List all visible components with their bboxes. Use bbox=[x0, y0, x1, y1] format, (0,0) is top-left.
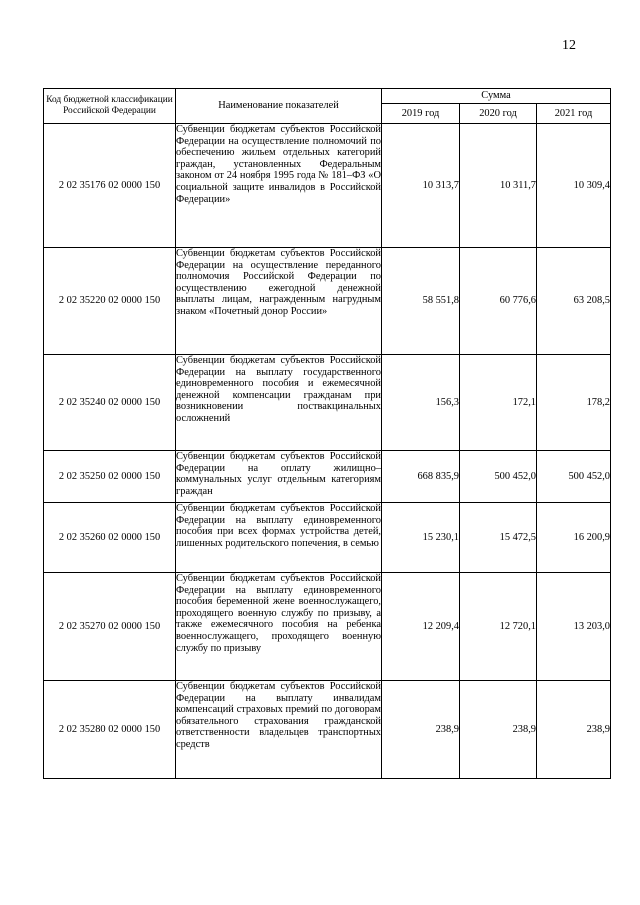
table-row bbox=[44, 124, 611, 248]
table-row bbox=[44, 681, 611, 779]
row-name: Субвенции бюджетам субъектов Российской Федерации на выплату единовременного пособия беременной жене военнослужащего, проходящего военную службу по призыву, а также ежемесячного пособия на ребенка военнослужащего, проходящего военную службу по призыву bbox=[176, 573, 382, 681]
table-row bbox=[44, 503, 611, 573]
row-name: Субвенции бюджетам субъектов Российской Федерации на выплату единовременного пособия при всех формах устройства детей, лишенных родительского попечения, в семью bbox=[176, 503, 382, 573]
budget-table bbox=[43, 88, 611, 779]
row-value-2019: 10 313,7 bbox=[382, 124, 460, 248]
page-number: 12 bbox=[562, 38, 576, 53]
row-value-2020: 238,9 bbox=[460, 681, 537, 779]
row-name: Субвенции бюджетам субъектов Российской Федерации на выплату инвалидам компенсаций страховых премий по договорам обязательного страхования гражданской ответственности владельцев транспортных средств bbox=[176, 681, 382, 779]
row-value-2020: 15 472,5 bbox=[460, 503, 537, 573]
row-value-2020: 500 452,0 bbox=[460, 451, 537, 503]
row-value-2020: 12 720,1 bbox=[460, 573, 537, 681]
row-value-2021: 16 200,9 bbox=[537, 503, 611, 573]
row-value-2019: 15 230,1 bbox=[382, 503, 460, 573]
table-row bbox=[44, 573, 611, 681]
row-value-2019: 668 835,9 bbox=[382, 451, 460, 503]
row-name: Субвенции бюджетам субъектов Российской Федерации на оплату жилищно–коммунальных услуг отдельным категориям граждан bbox=[176, 451, 382, 503]
row-code: 2 02 35280 02 0000 150 bbox=[44, 681, 176, 779]
table-row bbox=[44, 451, 611, 503]
row-value-2021: 238,9 bbox=[537, 681, 611, 779]
row-code: 2 02 35270 02 0000 150 bbox=[44, 573, 176, 681]
row-code: 2 02 35260 02 0000 150 bbox=[44, 503, 176, 573]
row-value-2019: 156,3 bbox=[382, 355, 460, 451]
row-value-2020: 172,1 bbox=[460, 355, 537, 451]
row-value-2020: 60 776,6 bbox=[460, 248, 537, 355]
row-code: 2 02 35250 02 0000 150 bbox=[44, 451, 176, 503]
row-code: 2 02 35176 02 0000 150 bbox=[44, 124, 176, 248]
row-value-2021: 500 452,0 bbox=[537, 451, 611, 503]
row-value-2021: 63 208,5 bbox=[537, 248, 611, 355]
row-value-2019: 238,9 bbox=[382, 681, 460, 779]
row-code: 2 02 35240 02 0000 150 bbox=[44, 355, 176, 451]
row-name: Субвенции бюджетам субъектов Российской Федерации на осуществление полномочий по обеспечению жильем отдельных категорий граждан, установленных Федеральным законом от 24 ноября 1995 года № 181–ФЗ «О социальной защите инвалидов в Российской Федерации» bbox=[176, 124, 382, 248]
row-value-2019: 58 551,8 bbox=[382, 248, 460, 355]
header-code-column: Код бюджетной классификации Российской Федерации bbox=[44, 89, 176, 124]
row-name: Субвенции бюджетам субъектов Российской Федерации на выплату государственного единовременного пособия и ежемесячной денежной компенсации гражданам при возникновении поствакцинальных осложнений bbox=[176, 355, 382, 451]
row-name: Субвенции бюджетам субъектов Российской Федерации на осуществление переданного полномочия Российской Федерации по осуществлению ежегодной денежной выплаты лицам, награжденным нагрудным знаком «Почетный донор России» bbox=[176, 248, 382, 355]
header-year-2020: 2020 год bbox=[460, 104, 537, 124]
row-value-2019: 12 209,4 bbox=[382, 573, 460, 681]
header-name-column: Наименование показателей bbox=[176, 89, 382, 124]
row-value-2020: 10 311,7 bbox=[460, 124, 537, 248]
header-sum-column: Сумма bbox=[382, 89, 611, 104]
row-value-2021: 178,2 bbox=[537, 355, 611, 451]
row-value-2021: 10 309,4 bbox=[537, 124, 611, 248]
header-year-2021: 2021 год bbox=[537, 104, 611, 124]
row-code: 2 02 35220 02 0000 150 bbox=[44, 248, 176, 355]
table-row bbox=[44, 248, 611, 355]
row-value-2021: 13 203,0 bbox=[537, 573, 611, 681]
table-row bbox=[44, 355, 611, 451]
header-year-2019: 2019 год bbox=[382, 104, 460, 124]
